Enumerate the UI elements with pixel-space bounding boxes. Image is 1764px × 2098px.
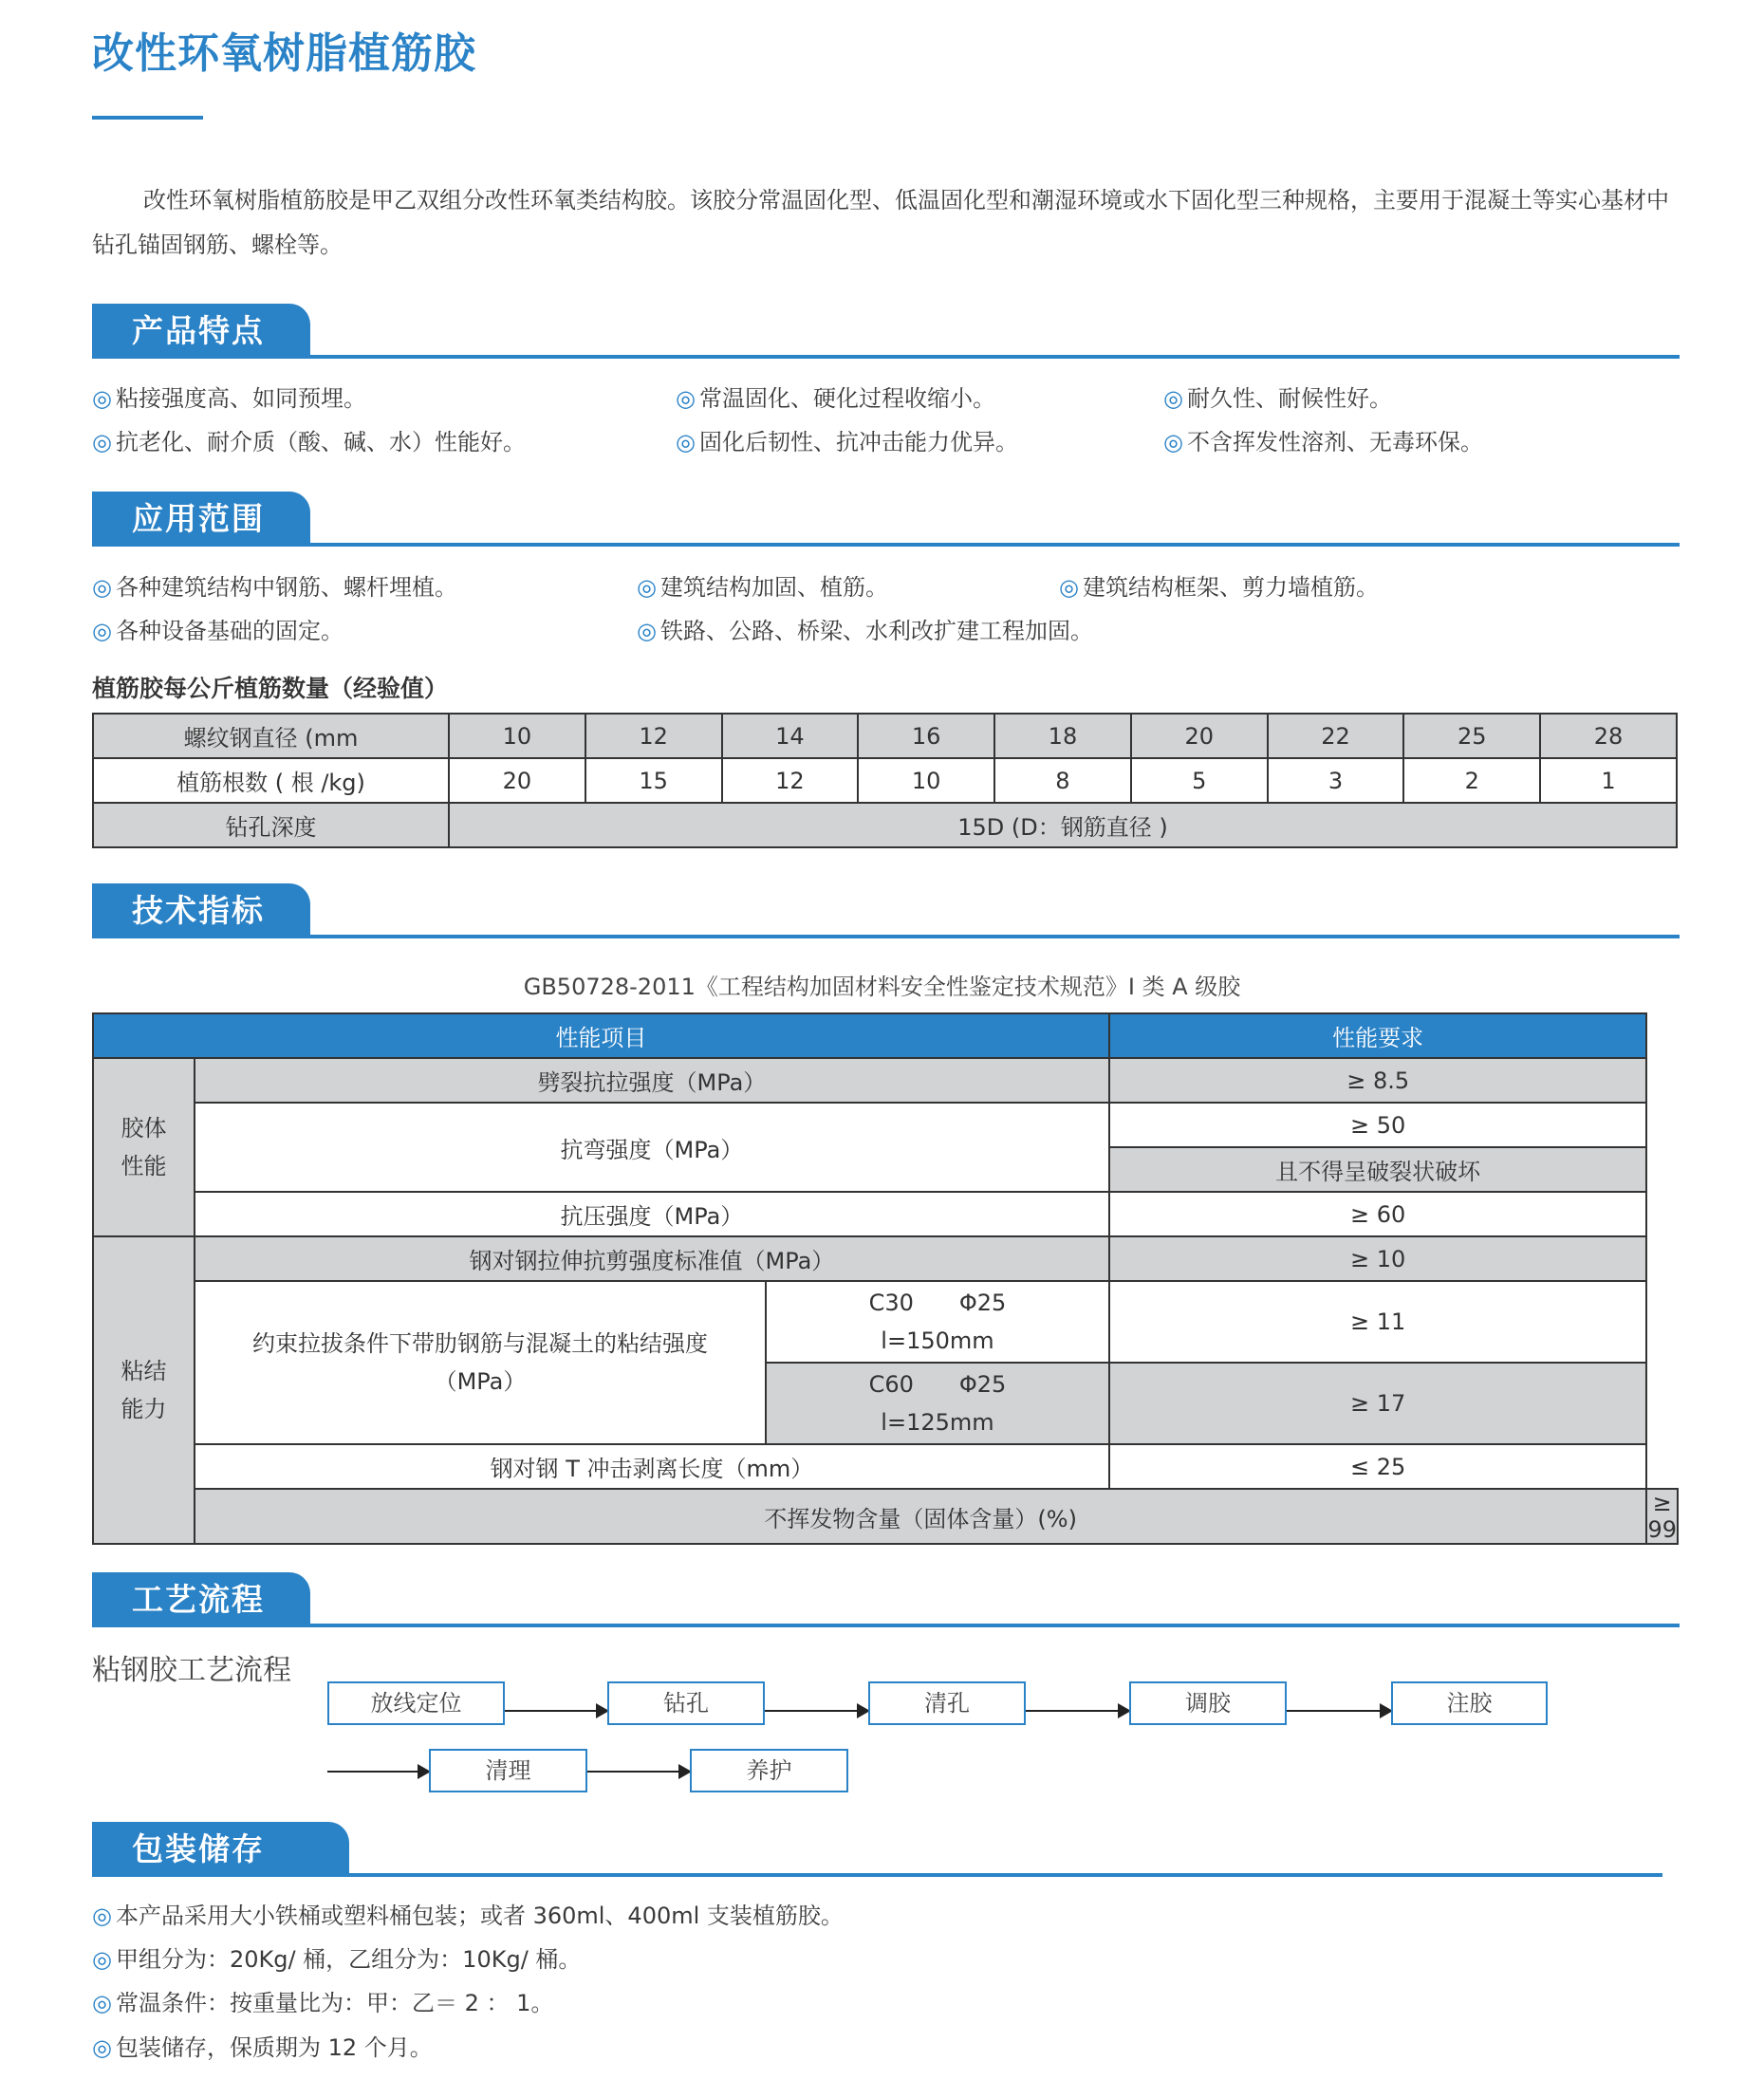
packaging-item: ◎ 常温条件：按重量比为：甲：乙＝ 2 ： 1。 bbox=[92, 1990, 554, 2016]
spec-value: ≥ 60 bbox=[1109, 1192, 1647, 1236]
application-item: ◎ 各种建筑结构中钢筋、螺杆埋植。 bbox=[92, 574, 457, 601]
process-step: 养护 bbox=[690, 1749, 848, 1792]
table-caption: 植筋胶每公斤植筋数量（经验值） bbox=[92, 675, 449, 702]
spec-name: 钢对钢 T 冲击剥离长度（mm） bbox=[195, 1444, 1109, 1489]
divider bbox=[92, 1624, 1680, 1627]
bullet-icon: ◎ bbox=[92, 1946, 112, 1973]
application-item: ◎ 各种设备基础的固定。 bbox=[92, 618, 344, 644]
spec-value: ≥ 99 bbox=[1647, 1490, 1678, 1543]
spec-name: 约束拉拔条件下带肋钢筋与混凝土的粘结强度 （MPa） bbox=[195, 1281, 766, 1444]
bullet-icon: ◎ bbox=[1163, 385, 1183, 412]
bullet-icon: ◎ bbox=[92, 574, 112, 601]
group-label: 胶体 性能 bbox=[93, 1058, 195, 1236]
section-packaging-header bbox=[92, 1822, 1662, 1877]
diameter-cell: 25 bbox=[1403, 714, 1540, 758]
diameter-cell: 10 bbox=[449, 714, 585, 758]
header-item: 性能项目 bbox=[93, 1013, 1109, 1058]
process-step: 放线定位 bbox=[327, 1681, 505, 1725]
process-label: 粘钢胶工艺流程 bbox=[92, 1654, 291, 1687]
bullet-icon: ◎ bbox=[92, 429, 112, 455]
bullet-icon: ◎ bbox=[92, 1990, 112, 2016]
process-step: 钻孔 bbox=[607, 1681, 765, 1725]
feature-item: ◎ 粘接强度高、如同预埋。 bbox=[92, 385, 366, 412]
count-cell: 3 bbox=[1268, 758, 1404, 803]
intro-paragraph: 改性环氧树脂植筋胶是甲乙双组分改性环氧类结构胶。该胶分常温固化型、低温固化型和潮湿环境或水下固化型三种规格，主要用于混凝土等实心基材中钻孔锚固钢筋、螺栓等。 bbox=[92, 187, 1669, 258]
feature-item: ◎ 耐久性、耐候性好。 bbox=[1163, 385, 1392, 412]
bullet-icon: ◎ bbox=[637, 574, 657, 601]
bullet-icon: ◎ bbox=[92, 1903, 112, 1929]
count-cell: 1 bbox=[1540, 758, 1677, 803]
divider bbox=[92, 935, 1680, 938]
spec-condition: C60 Φ25 l=125mm bbox=[766, 1363, 1109, 1444]
spec-condition: C30 Φ25 l=150mm bbox=[766, 1281, 1109, 1363]
packaging-item: ◎ 本产品采用大小铁桶或塑料桶包装；或者 360ml、400ml 支装植筋胶。 bbox=[92, 1903, 844, 1929]
arrow-right-icon bbox=[327, 1771, 429, 1773]
spec-value: ≥ 17 bbox=[1109, 1363, 1647, 1444]
section-title: 包装储存 bbox=[92, 1822, 349, 1877]
bullet-icon: ◎ bbox=[637, 618, 657, 644]
application-item: ◎ 建筑结构框架、剪力墙植筋。 bbox=[1059, 574, 1379, 601]
bullet-icon: ◎ bbox=[676, 429, 696, 455]
page-title: 改性环氧树脂植筋胶 bbox=[92, 29, 476, 78]
process-step: 调胶 bbox=[1129, 1681, 1287, 1725]
spec-name: 劈裂抗拉强度（MPa） bbox=[195, 1058, 1109, 1103]
spec-name: 抗弯强度（MPa） bbox=[195, 1103, 1109, 1192]
standard-reference: GB50728-2011《工程结构加固材料安全性鉴定技术规范》I 类 A 级胶 bbox=[523, 974, 1241, 1000]
feature-item: ◎ 不含挥发性溶剂、无毒环保。 bbox=[1163, 429, 1483, 455]
arrow-right-icon bbox=[765, 1710, 868, 1712]
section-title: 应用范围 bbox=[92, 492, 310, 547]
header-requirement: 性能要求 bbox=[1109, 1013, 1647, 1058]
bullet-icon: ◎ bbox=[676, 385, 696, 412]
count-cell: 2 bbox=[1403, 758, 1540, 803]
spec-value: ≤ 25 bbox=[1109, 1444, 1647, 1489]
process-step: 清孔 bbox=[868, 1681, 1026, 1725]
bullet-icon: ◎ bbox=[1059, 574, 1079, 601]
diameter-cell: 16 bbox=[858, 714, 994, 758]
section-title: 工艺流程 bbox=[92, 1572, 310, 1627]
feature-item: ◎ 抗老化、耐介质（酸、碱、水）性能好。 bbox=[92, 429, 526, 455]
diameter-cell: 20 bbox=[1131, 714, 1268, 758]
divider bbox=[92, 355, 1680, 359]
bullet-icon: ◎ bbox=[92, 618, 112, 644]
arrow-right-icon bbox=[1287, 1710, 1391, 1712]
section-title: 技术指标 bbox=[92, 883, 310, 938]
row-label: 钻孔深度 bbox=[93, 803, 449, 847]
drill-depth-value: 15D (D：钢筋直径 ) bbox=[449, 803, 1677, 847]
diameter-cell: 18 bbox=[994, 714, 1131, 758]
bullet-icon: ◎ bbox=[1163, 429, 1183, 455]
bullet-icon: ◎ bbox=[92, 2034, 112, 2061]
application-item: ◎ 建筑结构加固、植筋。 bbox=[637, 574, 888, 601]
row-label: 螺纹钢直径 (mm bbox=[93, 714, 449, 758]
arrow-right-icon bbox=[505, 1710, 607, 1712]
rebar-table bbox=[92, 713, 1678, 848]
diameter-cell: 14 bbox=[722, 714, 859, 758]
arrow-right-icon bbox=[1026, 1710, 1129, 1712]
spec-value: 且不得呈破裂状破坏 bbox=[1109, 1147, 1647, 1192]
diameter-cell: 12 bbox=[585, 714, 722, 758]
count-cell: 10 bbox=[858, 758, 994, 803]
section-features-header bbox=[92, 304, 1680, 359]
feature-item: ◎ 固化后韧性、抗冲击能力优异。 bbox=[676, 429, 1018, 455]
spec-value: ≥ 8.5 bbox=[1109, 1058, 1647, 1103]
diameter-cell: 28 bbox=[1540, 714, 1677, 758]
arrow-right-icon bbox=[587, 1771, 690, 1773]
spec-value: ≥ 11 bbox=[1109, 1281, 1647, 1363]
row-label: 植筋根数 ( 根 /kg) bbox=[93, 758, 449, 803]
divider bbox=[92, 1873, 1662, 1877]
spec-name: 钢对钢拉伸抗剪强度标准值（MPa） bbox=[195, 1236, 1109, 1281]
count-cell: 15 bbox=[585, 758, 722, 803]
section-title: 产品特点 bbox=[92, 304, 310, 359]
bullet-icon: ◎ bbox=[92, 385, 112, 412]
section-process-header bbox=[92, 1572, 1680, 1627]
packaging-item: ◎ 甲组分为：20Kg/ 桶，乙组分为：10Kg/ 桶。 bbox=[92, 1946, 582, 1973]
title-underline bbox=[92, 116, 203, 120]
count-cell: 20 bbox=[449, 758, 585, 803]
diameter-cell: 22 bbox=[1268, 714, 1404, 758]
spec-name: 抗压强度（MPa） bbox=[195, 1192, 1109, 1236]
packaging-item: ◎ 包装储存，保质期为 12 个月。 bbox=[92, 2034, 433, 2061]
spec-value: ≥ 10 bbox=[1109, 1236, 1647, 1281]
section-applications-header bbox=[92, 492, 1680, 547]
section-tech-header bbox=[92, 883, 1680, 938]
count-cell: 5 bbox=[1131, 758, 1268, 803]
feature-item: ◎ 常温固化、硬化过程收缩小。 bbox=[676, 385, 995, 412]
spec-name: 不挥发物含量（固体含量）(%) bbox=[195, 1489, 1647, 1544]
application-item: ◎ 铁路、公路、桥梁、水利改扩建工程加固。 bbox=[637, 618, 1093, 644]
spec-value: ≥ 50 bbox=[1109, 1103, 1647, 1147]
process-step: 清理 bbox=[429, 1749, 587, 1792]
group-label: 粘结 能力 bbox=[93, 1236, 195, 1544]
count-cell: 8 bbox=[994, 758, 1131, 803]
count-cell: 12 bbox=[722, 758, 859, 803]
divider bbox=[92, 543, 1680, 547]
tech-spec-table bbox=[92, 1012, 1679, 1545]
process-step: 注胶 bbox=[1391, 1681, 1548, 1725]
